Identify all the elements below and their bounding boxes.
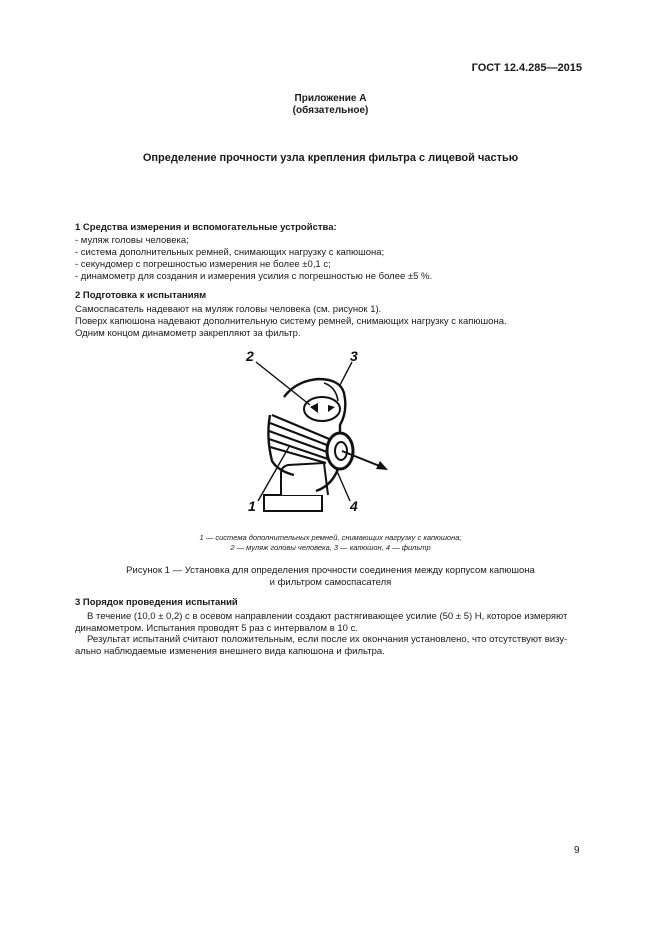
callout-4: 4	[350, 498, 358, 514]
standard-number: ГОСТ 12.4.285—2015	[471, 62, 582, 74]
annex-subtitle: (обязательное)	[292, 105, 369, 116]
base-plate	[264, 495, 322, 511]
callout-3: 3	[350, 348, 358, 364]
paragraph-line: Результат испытаний считают положительным, если после их окончания установлено, что отсутствуют визу-	[87, 634, 568, 645]
leader-4	[336, 469, 350, 501]
strap-system	[269, 415, 334, 463]
leader-3	[340, 362, 352, 385]
figure-1-drawing	[236, 345, 396, 520]
force-arrow-head	[376, 461, 388, 470]
paragraph-line: динамометром. Испытания проводят 5 раз с интервалом в 10 с.	[75, 623, 358, 634]
section-1-heading: 1 Средства измерения и вспомогательные устройства:	[75, 222, 337, 233]
filter-inner	[335, 442, 347, 460]
paragraph-line: ально наблюдаемые изменения внешнего вида капюшона и фильтра.	[75, 646, 385, 657]
annex-title: Приложение А	[294, 93, 367, 104]
list-item: - муляж головы человека;	[75, 235, 189, 246]
list-item: - система дополнительных ремней, снимающих нагрузку с капюшона;	[75, 247, 385, 258]
callout-2: 2	[246, 348, 254, 364]
figure-caption-line-2: и фильтром самоспасателя	[269, 577, 392, 588]
list-item: - динамометр для создания и измерения усилия с погрешностью не более ±5 %.	[75, 271, 433, 282]
section-3-heading: 3 Порядок проведения испытаний	[75, 597, 238, 608]
page-number: 9	[574, 845, 580, 856]
visor	[304, 397, 340, 421]
figure-legend-line-2: 2 — муляж головы человека, 3 — капюшон, 4 — фильтр	[230, 543, 431, 552]
section-2-heading: 2 Подготовка к испытаниям	[75, 290, 207, 301]
paragraph-line: В течение (10,0 ± 0,2) с в осевом направлении создают растягивающее усилие (50 ± 5) Н, которое измеряют	[87, 611, 568, 622]
paragraph: Одним концом динамометр закрепляют за фильтр.	[75, 328, 301, 339]
document-title: Определение прочности узла крепления фильтра с лицевой частью	[142, 152, 519, 164]
callout-1: 1	[248, 498, 256, 514]
list-item: - секундомер с погрешностью измерения не более ±0,1 с;	[75, 259, 331, 270]
figure-caption-line-1: Рисунок 1 — Установка для определения прочности соединения между корпусом капюшона	[126, 565, 535, 576]
paragraph: Поверх капюшона надевают дополнительную систему ремней, снимающих нагрузку с капюшона.	[75, 316, 507, 327]
paragraph: Самоспасатель надевают на муляж головы человека (см. рисунок 1).	[75, 304, 382, 315]
figure-legend-line-1: 1 — система дополнительных ремней, снимающих нагрузку с капюшона;	[199, 533, 462, 542]
